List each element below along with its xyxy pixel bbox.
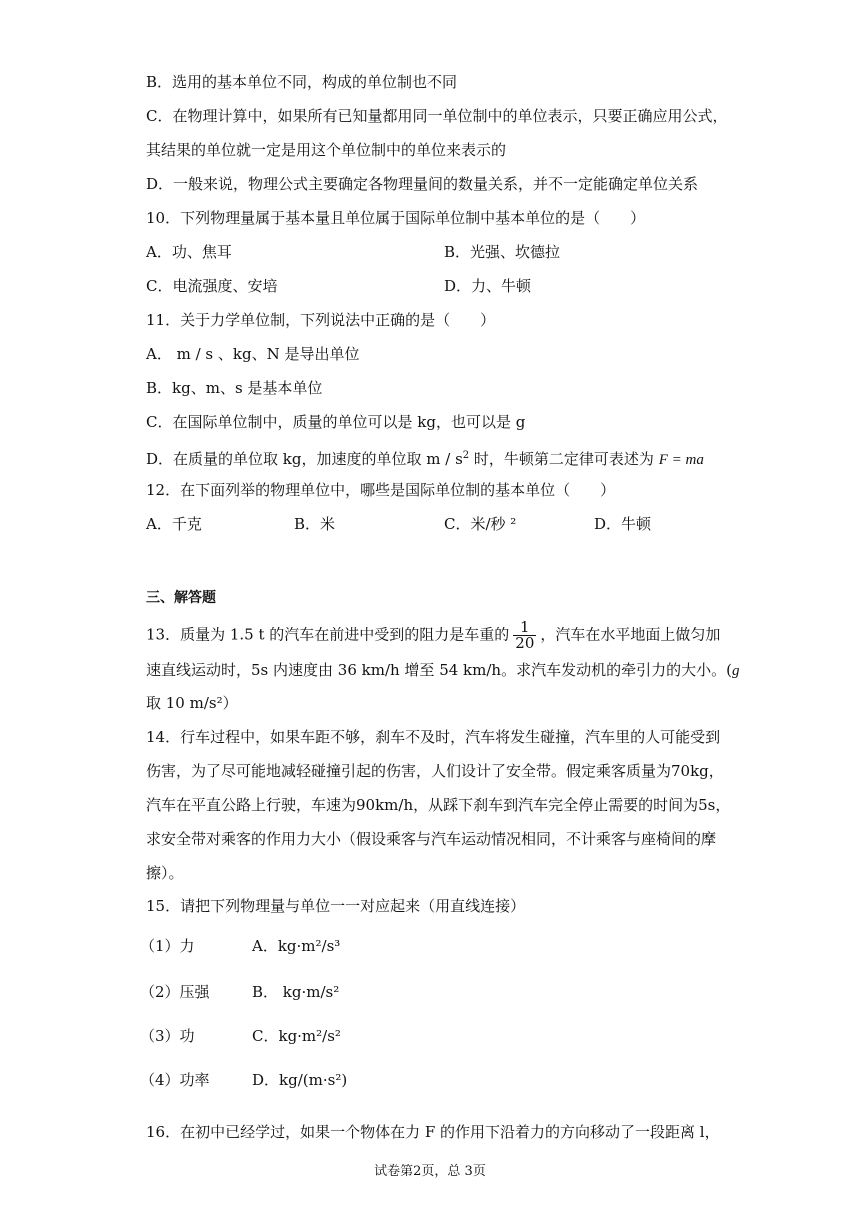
q13-line1 [146,620,720,651]
newton-second-law-formula: F = ma [658,452,704,468]
q11-option-d-sup: 2 [462,450,470,461]
q15-unit-c: C．kg·m²/s² [252,1027,341,1045]
q12-option-b: B．米 [294,515,336,533]
gravity-symbol: g [731,663,740,679]
q13-line1-pre: 13．质量为 1.5 t 的汽车在前进中受到的阻力是车重的 [146,625,510,644]
section-heading: 三、解答题 [146,590,216,606]
q13-line1-post: ，汽车在水平地面上做匀加 [540,625,721,644]
q10-stem: 10．下列物理量属于基本量且单位属于国际单位制中基本单位的是（ ） [146,209,646,227]
q14-line5: 擦）。 [146,864,184,882]
q9-option-b: B．选用的基本单位不同，构成的单位制也不同 [146,73,458,91]
q12-option-c: C．米/秒 ² [444,515,517,533]
q15-stem: 15．请把下列物理量与单位一一对应起来（用直线连接） [146,897,526,915]
q14-line2: 伤害，为了尽可能地减轻碰撞引起的伤害，人们设计了安全带。假定乘客质量为70kg， [146,762,724,780]
q9-option-d: D．一般来说，物理公式主要确定各物理量间的数量关系，并不一定能确定单位关系 [146,175,699,193]
q11-option-d-pre: D．在质量的单位取 kg，加速度的单位取 m / s [146,450,463,468]
q12-option-d: D．牛顿 [594,515,652,533]
fraction-numerator: 1 [513,620,536,636]
q15-quantity-3: （3）功 [140,1027,195,1045]
q10-option-d: D．力、牛顿 [444,277,532,295]
q10-option-a: A．功、焦耳 [146,243,232,261]
q13-line3: 取 10 m/s²） [146,694,238,712]
q11-option-b: B．kg、m、s 是基本单位 [146,379,323,397]
q15-quantity-1: （1）力 [140,937,195,955]
q15-quantity-2: （2）压强 [140,983,210,1001]
q11-option-a: A． m / s 、kg、N 是导出单位 [146,345,360,363]
q10-option-b: B．光强、坎德拉 [444,243,561,261]
q15-unit-a: A．kg·m²/s³ [252,937,341,955]
q10-option-c: C．电流强度、安培 [146,277,278,295]
q15-unit-d: D．kg/(m·s²) [252,1071,348,1089]
q11-option-d-mid: 时，牛顿第二定律可表述为 [469,450,659,468]
q15-unit-b: B． kg·m/s² [252,983,340,1001]
q13-line2 [146,660,739,681]
q14-line1: 14．行车过程中，如果车距不够，刹车不及时，汽车将发生碰撞，汽车里的人可能受到 [146,728,721,746]
q12-option-a: A．千克 [146,515,202,533]
q16-line1: 16．在初中已经学过，如果一个物体在力 F 的作用下沿着力的方向移动了一段距离 l， [146,1123,720,1141]
fraction-denominator: 20 [515,634,535,652]
q11-option-d [146,446,704,470]
q9-option-c-line2: 其结果的单位就一定是用这个单位制中的单位来表示的 [146,141,507,159]
q15-quantity-4: （4）功率 [140,1071,210,1089]
page-footer: 试卷第2页，总 3页 [374,1164,486,1179]
q11-option-c: C．在国际单位制中，质量的单位可以是 kg，也可以是 g [146,413,526,431]
q12-stem: 12．在下面列举的物理单位中，哪些是国际单位制的基本单位（ ） [146,481,616,499]
q13-line2-pre: 速直线运动时，5s 内速度由 36 km/h 增至 54 km/h。求汽车发动机的牵引力的大小。( [146,661,732,679]
q14-line4: 求安全带对乘客的作用力大小（假设乘客与汽车运动情况相同，不计乘客与座椅间的摩 [146,830,717,848]
q9-option-c-line1: C．在物理计算中，如果所有已知量都用同一单位制中的单位表示，只要正确应用公式， [146,107,728,125]
q14-line3: 汽车在平直公路上行驶，车速为90km/h，从踩下刹车到汽车完全停止需要的时间为5s， [146,796,731,814]
q11-stem: 11．关于力学单位制，下列说法中正确的是（ ） [146,311,496,329]
fraction-one-twentieth [513,620,536,651]
